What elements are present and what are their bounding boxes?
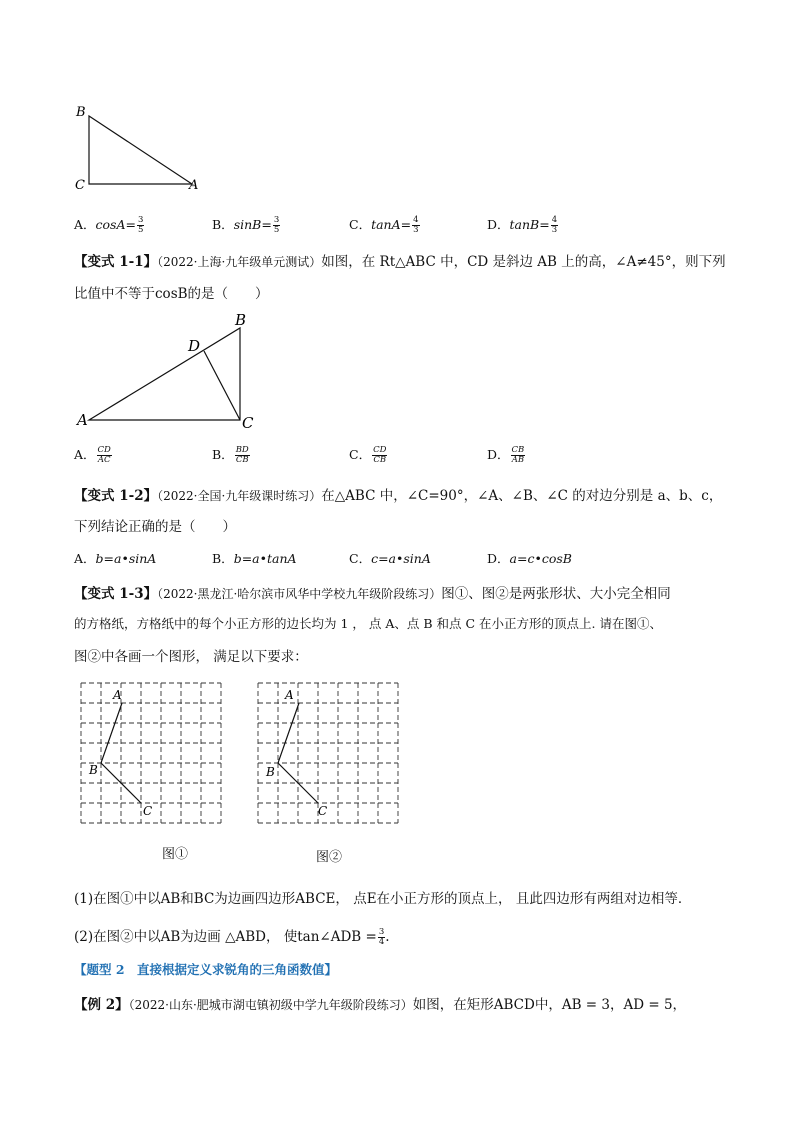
v11-line2: 比值中不等于cosB的是（ ） <box>74 286 269 302</box>
grid2-label-a: A <box>285 688 294 702</box>
label-b: B <box>76 105 86 120</box>
example-2-line: 【例 2】（2022·山东·肥城市湖屯镇初级中学九年级阶段练习）如图，在矩形ABCD中，AB = 3，AD = 5， <box>74 997 687 1013</box>
grid1-label-b: B <box>89 763 98 777</box>
label-d: D <box>188 337 201 355</box>
requirement-1: (1)在图①中以AB和BC为边画四边形ABCE， 点E在小正方形的顶点上， 且此四边形有两组对边相等． <box>74 891 692 907</box>
v12-line2: 下列结论正确的是（ ） <box>74 519 236 535</box>
v13-line1: 【变式 1-3】（2022·黑龙江·哈尔滨市风华中学校九年级阶段练习）图①、图②是两张形状、大小完全相同 <box>74 586 671 602</box>
right-triangle-figure <box>70 100 210 195</box>
grid2-label-b: B <box>266 765 275 779</box>
grid-figure-2 <box>257 682 402 827</box>
q0-option-c[interactable]: C．tanA= $\frac{4}{3}$ <box>349 215 419 235</box>
v12-option-b[interactable]: B．b=a•tanA <box>212 551 297 566</box>
grid1-label-c: C <box>143 804 153 818</box>
altitude-cd <box>204 351 240 420</box>
label-b-2: B <box>235 311 247 329</box>
label-c-2: C <box>242 414 254 432</box>
label-c: C <box>75 178 85 193</box>
v11-line1: 【变式 1-1】（2022·上海·九年级单元测试）如图，在 Rt△ABC 中，CD 是斜边 AB 上的高，∠A≠45°，则下列 <box>74 254 726 270</box>
grid-figure-1 <box>80 682 225 827</box>
requirement-2: (2)在图②中以AB为边画 △ABD， 使tan∠ADB = $\frac{3}{4}$ . <box>74 927 390 947</box>
caption-figure-1: 图① <box>162 847 189 862</box>
triangle-abc-2 <box>89 328 240 420</box>
v11-option-a[interactable]: A． $\frac{CD}{AC}$ <box>74 445 111 465</box>
q0-option-b[interactable]: B．sinB= $\frac{3}{5}$ <box>212 215 280 235</box>
v12-line1: 【变式 1-2】（2022·全国·九年级课时练习）在△ABC 中，∠C=90°，∠A、∠B、∠C 的对边分别是 a、b、c， <box>74 488 723 504</box>
label-a-2: A <box>77 411 88 429</box>
grid1-label-a: A <box>113 688 122 702</box>
v12-option-a[interactable]: A．b=a•sinA <box>74 551 157 566</box>
q0-option-a[interactable]: A．cosA= $\frac{3}{5}$ <box>74 215 144 235</box>
caption-figure-2: 图② <box>316 850 343 865</box>
grid2-label-c: C <box>318 804 328 818</box>
v11-option-d[interactable]: D． $\frac{CB}{AB}$ <box>487 445 525 465</box>
label-a: A <box>189 178 199 193</box>
v13-line2: 的方格纸，方格纸中的每个小正方形的边长均为 1 ， 点 A、点 B 和点 C 在小正方形的顶点上. 请在图①、 <box>74 616 662 631</box>
v11-option-b[interactable]: B． $\frac{BD}{CB}$ <box>212 445 249 465</box>
v13-line3: 图②中各画一个图形， 满足以下要求： <box>74 649 308 665</box>
v12-option-d[interactable]: D．a=c•cosB <box>487 551 572 566</box>
triangle-abc <box>89 116 192 184</box>
q0-option-d[interactable]: D．tanB= $\frac{4}{3}$ <box>487 215 558 235</box>
section-heading-type-2: 【题型 2 直接根据定义求锐角的三角函数值】 <box>74 962 338 977</box>
v12-option-c[interactable]: C．c=a•sinA <box>349 551 431 566</box>
altitude-triangle-figure <box>70 305 270 440</box>
v11-option-c[interactable]: C． $\frac{CD}{CB}$ <box>349 445 387 465</box>
